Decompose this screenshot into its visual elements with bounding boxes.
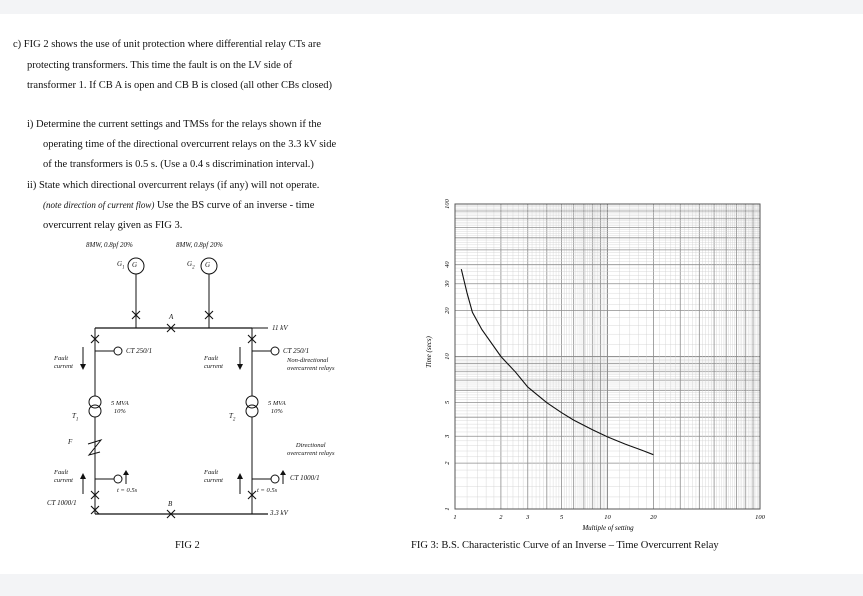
part-ii-rest: Use the BS curve of an inverse - time <box>154 200 315 211</box>
fault-current-mid-upper: Fault current <box>204 355 223 370</box>
x-tick-label: 5 <box>559 514 564 521</box>
gen2-rating: 8MW, 0.8pf 20% <box>176 241 223 249</box>
directional-relays-label: Directional overcurrent relays <box>287 442 335 457</box>
lv-bus-label: 3.3 kV <box>270 509 288 517</box>
t1-label: $T_1$ <box>72 412 79 423</box>
part-i-line-3: of the transformers is 0.5 s. (Use a 0.4 s discrimination interval.) <box>43 159 314 170</box>
y-tick-label: 1 <box>444 507 451 511</box>
fault-f-label: F <box>68 438 73 446</box>
x-tick-label: 20 <box>650 514 657 521</box>
question-line-1: c) FIG 2 shows the use of unit protection where differential relay CTs are <box>13 39 321 50</box>
question-line-3: transformer 1. If CB A is open and CB B is closed (all other CBs closed) <box>27 80 333 91</box>
hv-bus-label: 11 kV <box>272 324 288 332</box>
cb-b-label: B <box>168 500 173 508</box>
y-tick-label: 30 <box>444 280 451 287</box>
fault-current-left-lower: Fault current <box>54 469 73 484</box>
x-tick-label: 10 <box>604 514 611 521</box>
gen1-rating: 8MW, 0.8pf 20% <box>86 241 133 249</box>
t2-label: $T_2$ <box>229 412 236 423</box>
y-tick-label: 100 <box>444 199 451 209</box>
fig3-chart <box>0 14 863 574</box>
fault-current-left-upper: Fault current <box>54 355 73 370</box>
part-ii-note: (note direction of current flow) <box>43 200 155 210</box>
gen1-g-symbol: G <box>132 261 138 269</box>
chart-y-axis-label: Time (secs) <box>425 336 433 368</box>
fig2-caption: FIG 2 <box>175 540 200 551</box>
document-page <box>0 14 863 574</box>
ct-right-lower-label: CT 1000/1 <box>290 474 320 482</box>
part-ii-line-1: ii) State which directional overcurrent relays (if any) will not operate. <box>27 180 320 191</box>
ct-left-upper-label: CT 250/1 <box>126 347 153 355</box>
gen1-label: $G_1$ <box>117 260 125 271</box>
t2-rating: 5 MVA 10% <box>268 400 286 415</box>
y-tick-label: 3 <box>444 434 451 438</box>
non-directional-relays-label: Non-directional overcurrent relays <box>287 357 335 372</box>
x-tick-label: 1 <box>453 514 457 521</box>
part-ii-line-3: overcurrent relay given as FIG 3. <box>43 220 183 231</box>
ct-right-upper-label: CT 250/1 <box>283 347 310 355</box>
t1-rating: 5 MVA 10% <box>111 400 129 415</box>
y-tick-label: 40 <box>444 261 451 268</box>
y-tick-label: 10 <box>444 353 451 360</box>
ct-left-lower-label: CT 1000/1 <box>47 499 77 507</box>
gen2-g-symbol: G <box>205 261 211 269</box>
cb-a-label: A <box>169 313 174 321</box>
part-i-line-1: i) Determine the current settings and TMSs for the relays shown if the <box>27 119 322 130</box>
fault-current-mid-lower: Fault current <box>204 469 223 484</box>
time-left-label: t = 0.5s <box>117 487 138 494</box>
chart-x-axis-label: Multiple of setting <box>582 524 634 532</box>
x-tick-label: 3 <box>526 514 530 521</box>
fig3-caption: FIG 3: B.S. Characteristic Curve of an Inverse – Time Overcurrent Relay <box>411 540 719 551</box>
y-tick-label: 2 <box>444 461 451 465</box>
x-tick-label: 100 <box>755 514 765 521</box>
gen2-label: $G_2$ <box>187 260 195 271</box>
part-i-line-2: operating time of the directional overcurrent relays on the 3.3 kV side <box>43 139 337 150</box>
x-tick-label: 2 <box>499 514 503 521</box>
time-right-label: t = 0.5s <box>257 487 278 494</box>
y-tick-label: 20 <box>444 307 451 314</box>
question-line-2: protecting transformers. This time the fault is on the LV side of <box>27 60 293 71</box>
y-tick-label: 5 <box>444 400 451 405</box>
